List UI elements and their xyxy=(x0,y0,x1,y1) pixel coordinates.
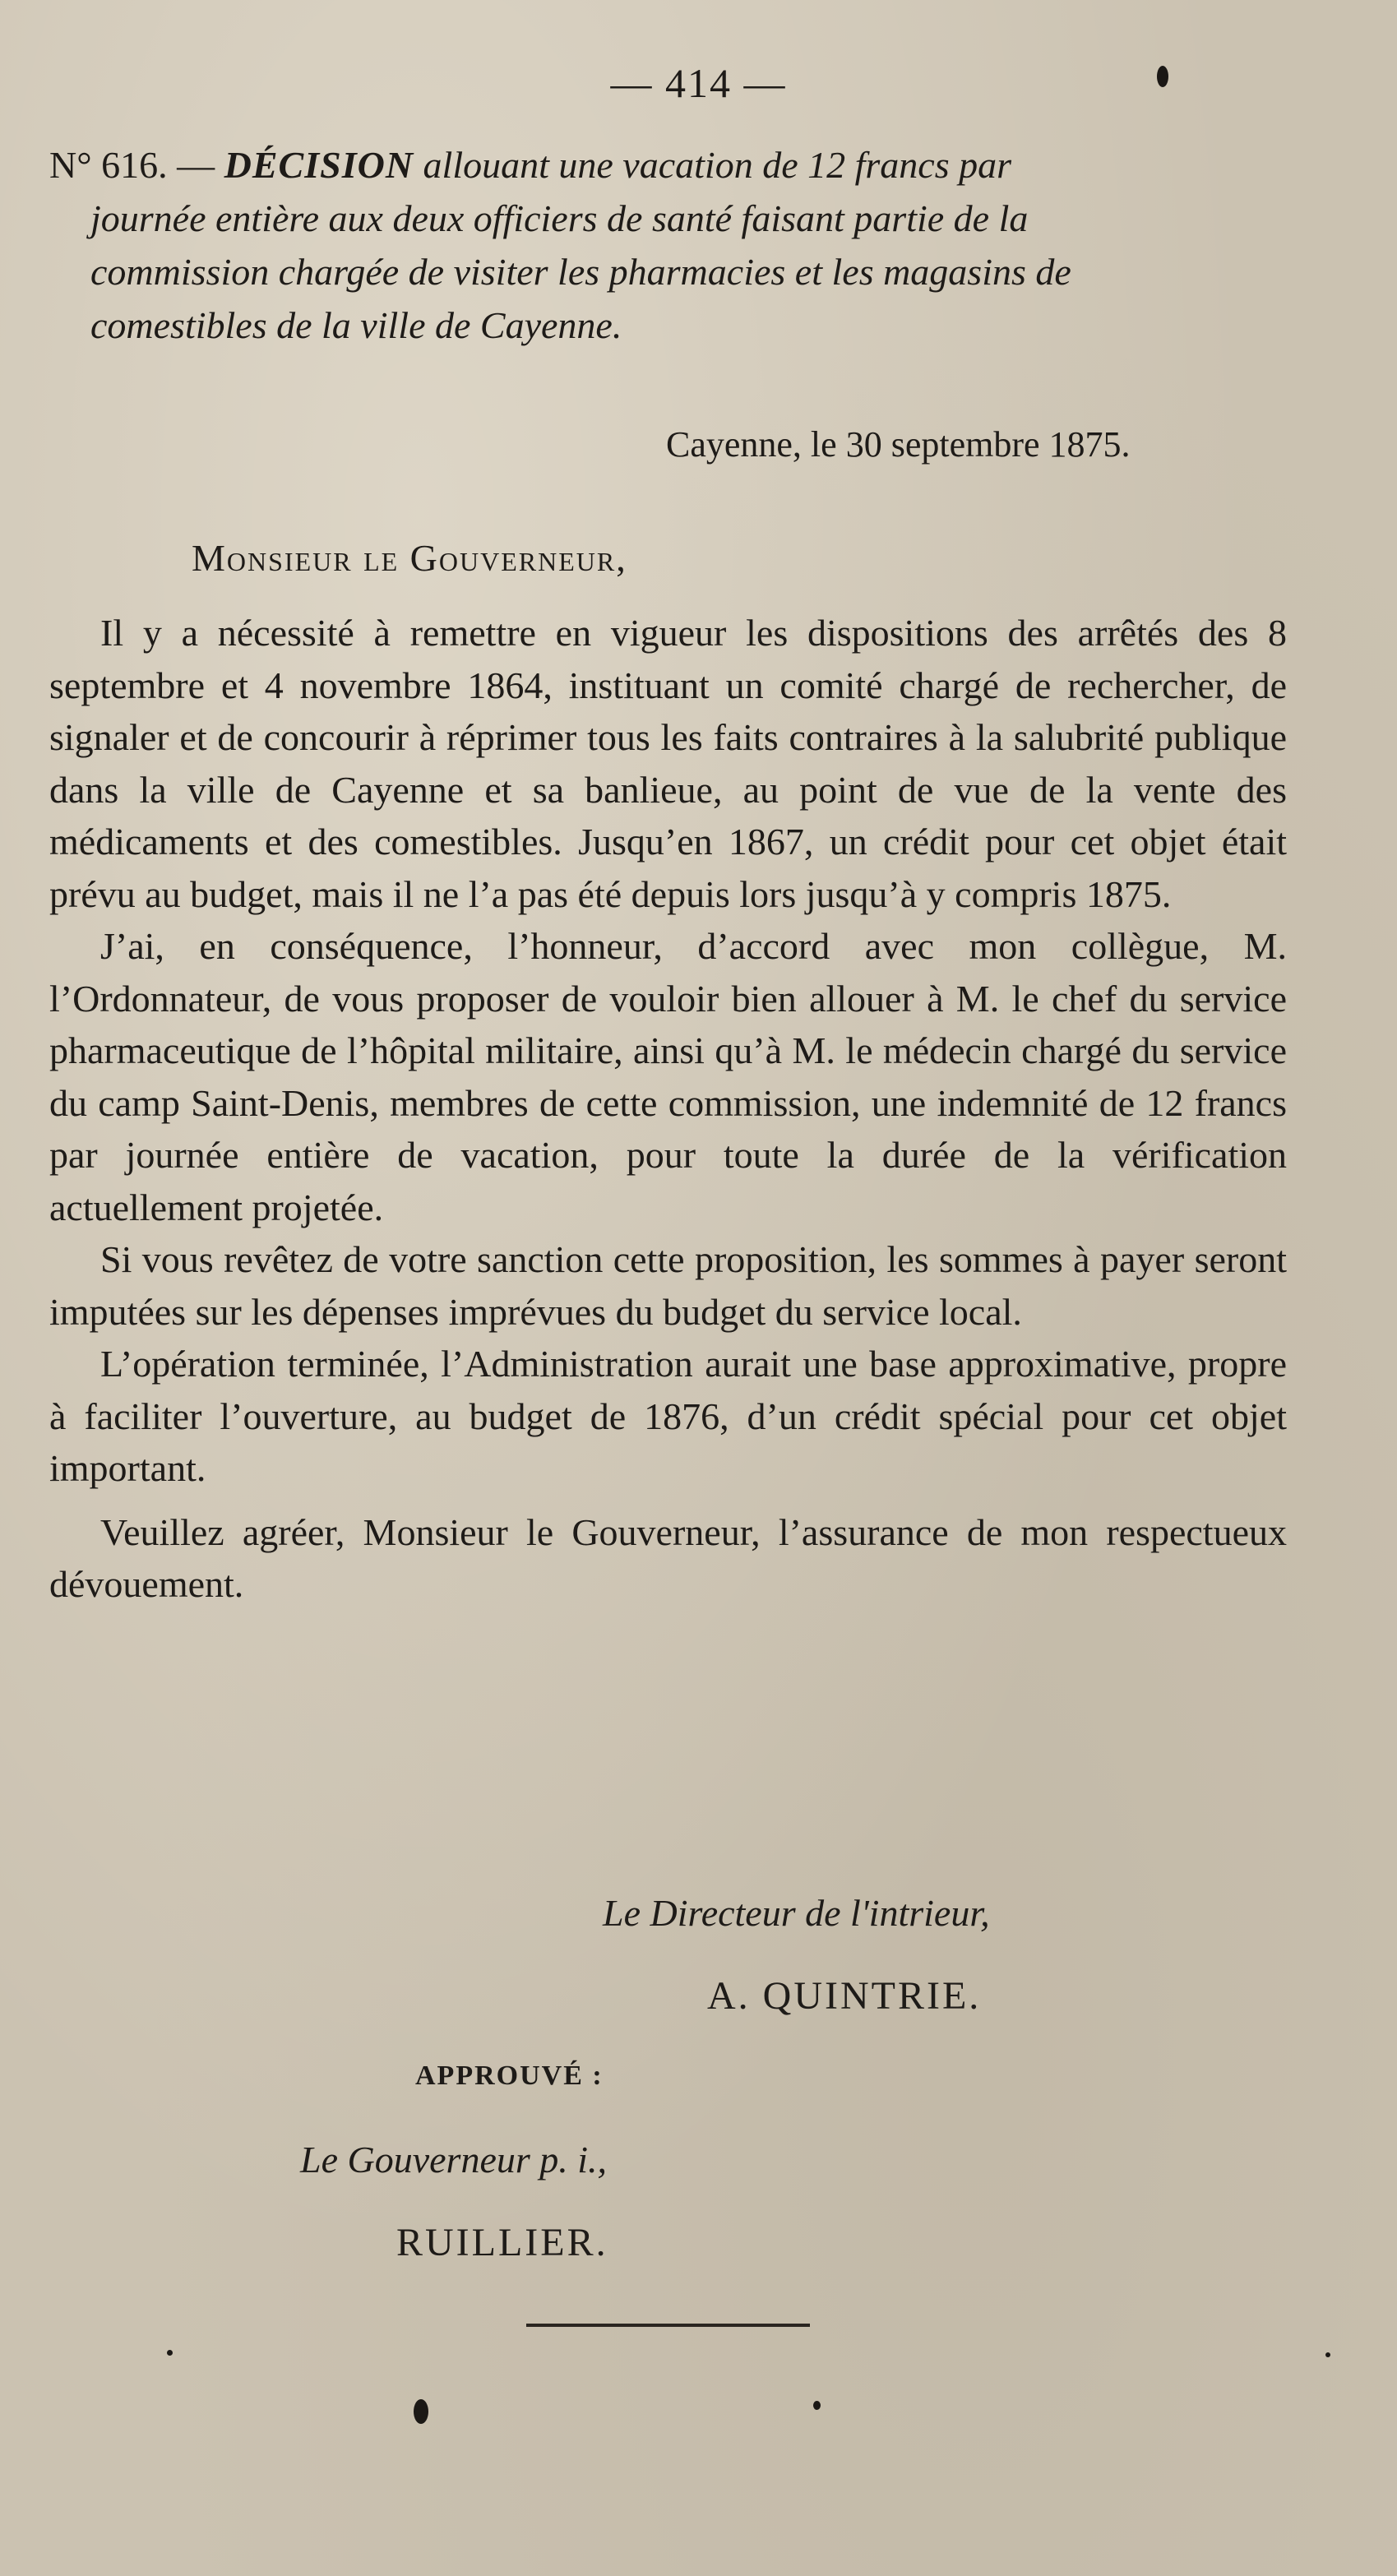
ink-speck xyxy=(1325,2352,1330,2357)
paragraph-5: Veuillez agréer, Monsieur le Gouverneur, l’assurance de mon respectueux dévouement. xyxy=(49,1510,1287,1605)
approval-label: APPROUVÉ : xyxy=(415,2060,604,2091)
decision-word: DÉCISION xyxy=(224,144,414,186)
salutation: Monsieur le Gouverneur, xyxy=(192,537,627,579)
ink-speck xyxy=(167,2350,173,2356)
page-number: — 414 — xyxy=(610,60,787,106)
decision-title-line-1: allouant une vacation de 12 francs par xyxy=(423,144,1012,186)
ink-speck xyxy=(1157,66,1168,87)
paragraph-1: Il y a nécessité à remettre en vigueur les dispositions des arrêtés des 8 septembre et 4 novembre 1864, instituant un comité chargé de rechercher, de signaler et de concourir à réprimer tous les faits contraires à la salubrité publique dans la ville de Cayenne et sa banlieue, au point de vue de la vente des médicaments et des comestibles. Jusqu’en 1867, un crédit pour cet objet était prévu au budget, mais il ne l’a pas été depuis lors jusqu’à y compris 1875. xyxy=(49,612,1287,915)
decision-header xyxy=(49,138,1295,352)
closing-rule xyxy=(526,2324,810,2327)
paragraph-4: L’opération terminée, l’Administration aurait une base approximative, propre à faciliter l’ouverture, au budget de 1876, d’un crédit spécial pour cet objet important. xyxy=(49,1343,1287,1489)
decision-title-line-4: comestibles de la ville de Cayenne. xyxy=(90,304,622,346)
decision-title-line-2: journée entière aux deux officiers de santé faisant partie de la xyxy=(90,197,1029,239)
paragraph-2: J’ai, en conséquence, l’honneur, d’accord avec mon collègue, M. l’Ordonnateur, de vous proposer de vouloir bien allouer à M. le chef du service pharmaceutique de l’hôpital militaire, ainsi qu’à M. le médecin chargé du service du camp Saint-Denis, membres de cette commission, une indemnité de 12 francs par journée entière de vacation, pour toute la durée de la vérification actuellement projetée. xyxy=(49,925,1287,1228)
governor-title: Le Gouverneur p. i., xyxy=(300,2139,608,2181)
decision-title-line-3: commission chargée de visiter les pharmacies et les magasins de xyxy=(90,251,1071,293)
paragraph-3: Si vous revêtez de votre sanction cette proposition, les sommes à payer seront imputées sur les dépenses imprévues du budget du service local. xyxy=(49,1238,1287,1333)
signatory-title: Le Directeur de l'intrieur, xyxy=(603,1892,990,1934)
signatory-name: A. QUINTRIE. xyxy=(707,1974,982,2018)
dateline: Cayenne, le 30 septembre 1875. xyxy=(666,424,1131,465)
letter-body xyxy=(49,607,1287,1611)
governor-name: RUILLIER. xyxy=(396,2221,608,2264)
ink-speck xyxy=(813,2401,821,2410)
decision-number: N° 616. — xyxy=(49,144,215,186)
decision-header-line-1 xyxy=(49,138,1295,192)
ink-speck xyxy=(414,2399,428,2424)
